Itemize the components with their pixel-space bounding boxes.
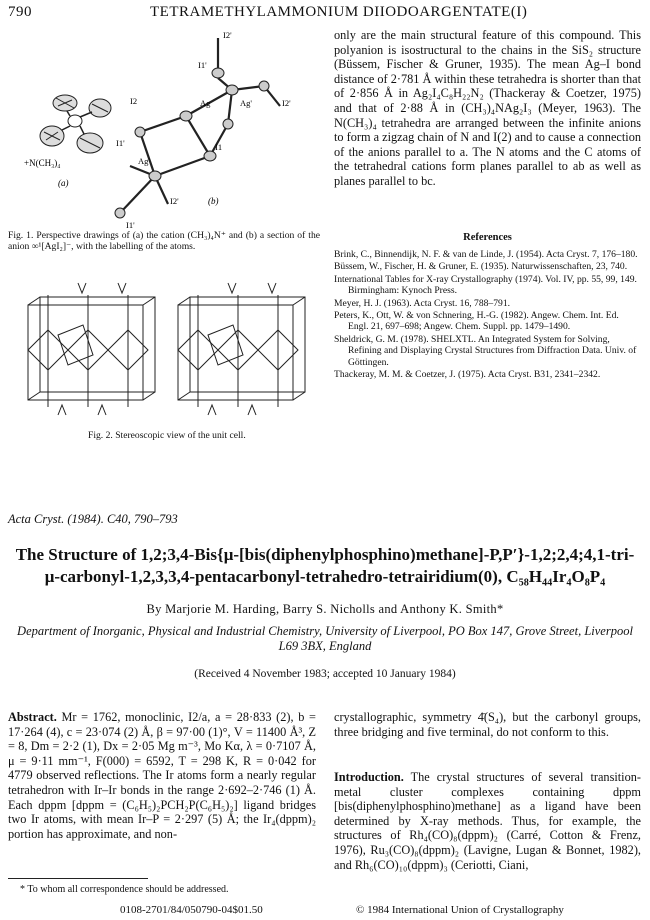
footnote: * To whom all correspondence should be addressed. xyxy=(20,884,229,895)
introduction-text: The crystal structures of several transition-metal cluster complexes containing dppm [bis(diphenylphosphino)methane] as a ligand have been determined by X-ray methods. Thus, for example, the structures of Rh₄(CO)₈(dppm)₂ (Carré, Cotton & Frenz, 1976), Ru₃(CO)₈(dppm)₂ (Lavigne, Lugan & Bonnet, 1982), and Rh₆(CO)₁₀(dppm)₃ (Ceriotti, Ciani, xyxy=(334,770,641,872)
abstract-continued: crystallographic, symmetry 4̄(S₄), but the carbonyl groups, three bridging and five terminal, do not conform to this. xyxy=(334,710,641,739)
reference-item: International Tables for X-ray Crystallography (1974). Vol. IV, pp. 55, 99, 149. Birmingham: Kynoch Press. xyxy=(334,273,637,297)
figure-2-caption: Fig. 2. Stereoscopic view of the unit cell. xyxy=(88,430,246,441)
cation-drawing xyxy=(40,95,111,153)
part-a-label: (a) xyxy=(58,178,69,188)
page-number: 790 xyxy=(8,4,32,20)
figure-2-drawing xyxy=(8,275,320,425)
label-i2-prime-top: I2' xyxy=(223,30,232,40)
cation-label: +N(CH₃)₄ xyxy=(24,158,61,168)
abstract-label: Abstract. xyxy=(8,710,57,724)
footnote-rule xyxy=(8,878,148,879)
reference-item: Sheldrick, G. M. (1978). SHELXTL. An Integrated System for Solving, Refining and Displaying Crystal Structures from Diffraction Data. Univ. of Göttingen. xyxy=(334,333,637,368)
copyright-line: © 1984 International Union of Crystallography xyxy=(356,904,564,916)
unit-cell-left xyxy=(28,283,155,415)
label-i2-prime-lower: I2' xyxy=(170,196,179,206)
reference-item: Meyer, H. J. (1963). Acta Cryst. 16, 788–791. xyxy=(334,297,511,309)
introduction xyxy=(334,770,641,872)
reference-item: Peters, K., Ott, W. & von Schnering, H.-G. (1982). Angew. Chem. Int. Ed. Engl. 21, 697–698; Angew. Chem. Suppl. pp. 1479–1490. xyxy=(334,310,619,333)
article-received-dates: (Received 4 November 1983; accepted 10 January 1984) xyxy=(194,668,456,680)
label-i2-prime-right: I2' xyxy=(282,98,291,108)
introduction-label: Introduction. xyxy=(334,770,404,784)
label-ag-prime-left: Ag' xyxy=(138,156,150,166)
references-title: References xyxy=(463,232,512,243)
label-ag-prime-right: Ag' xyxy=(240,98,252,108)
label-i1: I1 xyxy=(215,142,223,152)
continued-discussion-text: only are the main structural feature of this compound. This polyanion is isostructural to the chains in the SiS₂ structure (Büssem, Fischer & Gruner, 1935). The mean Ag–I bond distance of 2·781 Å within these tetrahedra is shorter than that of 2·856 Å in Ag₂I₄C₈H₂₂N₂ (Thackeray & Coetzer, 1975) and that of 2·88 Å in (CH₃)₄NAg₂I₃ (Meyer, 1963). The N(CH₃)₄ tetrahedra are arranged between the infinite anions to form a zigzag chain of N and I(2) and to cause a connection of the anions parallel to a. The N atoms and the C atoms of the tetrahedral cations form planes parallel to ab as well as planes parallel to bc. xyxy=(334,28,641,188)
references-list xyxy=(334,249,641,380)
reference-item: Büssem, W., Fischer, H. & Gruner, E. (1935). Naturwissenschaften, 23, 740. xyxy=(334,261,628,273)
article-citation: Acta Cryst. (1984). C40, 790–793 xyxy=(8,512,178,526)
label-i1-prime-top: I1' xyxy=(198,60,207,70)
article-code: 0108-2701/84/050790-04$01.50 xyxy=(120,904,263,916)
label-i2: I2 xyxy=(130,96,138,106)
reference-item: Thackeray, M. M. & Coetzer, J. (1975). Acta Cryst. B31, 2341–2342. xyxy=(334,369,601,381)
reference-item: Brink, C., Binnendijk, N. F. & van de Linde, J. (1954). Acta Cryst. 7, 176–180. xyxy=(334,249,638,260)
article-authors: By Marjorie M. Harding, Barry S. Nicholls and Anthony K. Smith* xyxy=(146,602,504,616)
figure-1-caption: Fig. 1. Perspective drawings of (a) the cation (CH₃)₄N⁺ and (b) a section of the anion ∞¹[AgI₂]⁻, with the labelling of the atoms. xyxy=(8,230,320,253)
abstract-text: Mr = 1762, monoclinic, I2/a, a = 28·833 (2), b = 17·264 (4), c = 23·074 (2) Å, β = 97·00 (1)°, V = 11400 Å³, Z = 8, Dm = 2·2 (1), Dx = 2·05 Mg m⁻³, Mo Kα, λ = 0·7107 Å, μ = 9·11 mm⁻¹, F(000) = 6592, T = 298 K, R = 0·042 for 4779 observed reflections. The Ir atoms form a nearly regular tetrahedron with Ir–Ir bonds in the range 2·692–2·746 (1) Å. Each dppm [dppm = (C₆H₅)₂PCH₂P(C₆H₅)₂] ligand bridges two Ir atoms, with mean Ir–P = 2·297 (5) Å; the Ir₄(dppm)₂ portion has approximate, and non- xyxy=(8,710,316,841)
part-b-label: (b) xyxy=(208,196,219,206)
references-section xyxy=(334,232,641,381)
label-i1-prime-left: I1' xyxy=(116,138,125,148)
article-department: Department of Inorganic, Physical and Industrial Chemistry, University of Liverpool, PO Box 147, Grove Street, Liverpool L69 3BX, England xyxy=(17,624,633,653)
unit-cell-right xyxy=(178,283,305,415)
figure-1-drawing xyxy=(10,28,310,228)
running-title: TETRAMETHYLAMMONIUM DIIODOARGENTATE(I) xyxy=(150,4,528,20)
abstract xyxy=(8,710,316,841)
label-i1-prime-bottom: I1' xyxy=(126,220,135,228)
article-title: The Structure of 1,2;3,4-Bis{μ-[bis(diphenylphosphino)methane]-P,P′}-1,2;2,4;4,1-tri-μ-carbonyl-1,2,3,3,4-pentacarbonyl-tetrahedro-tetrairidium(0), C₅₈H₄₄Ir₄O₈P₄ xyxy=(15,545,635,586)
label-ag: Ag xyxy=(200,98,211,108)
